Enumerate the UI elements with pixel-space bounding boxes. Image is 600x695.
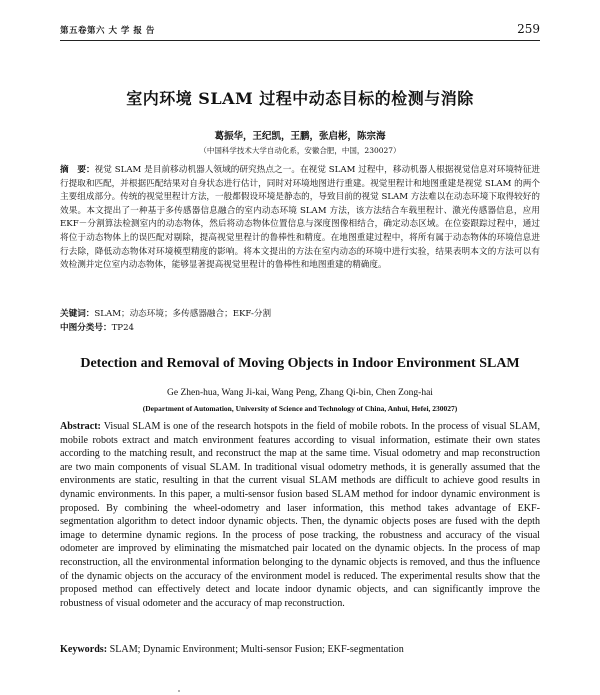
english-keywords-text: SLAM; Dynamic Environment; Multi-sensor Fusion; EKF-segmentation bbox=[109, 644, 404, 655]
journal-name: 第五卷第六 大 学 报 告 bbox=[60, 26, 155, 36]
english-affiliation: (Department of Automation, University of Science and Technology of China, Anhui, Hefei, 230027) bbox=[142, 404, 458, 413]
chinese-affiliation: （中国科学技术大学自动化系，安徽合肥，中国，230027） bbox=[199, 146, 401, 155]
scan-speck bbox=[178, 690, 180, 692]
english-abstract-label: Abstract: bbox=[60, 421, 101, 432]
english-title: Detection and Removal of Moving Objects in Indoor Environment SLAM bbox=[80, 356, 520, 371]
chinese-title: 室内环境 SLAM 过程中动态目标的检测与消除 bbox=[126, 89, 474, 108]
page-number: 259 bbox=[517, 22, 540, 36]
chinese-clc bbox=[60, 322, 540, 335]
chinese-clc-code: TP24 bbox=[111, 323, 135, 333]
chinese-clc-label: 中图分类号： bbox=[60, 323, 112, 333]
chinese-abstract-text: 视觉 SLAM 是目前移动机器人领域的研究热点之一。在视觉 SLAM 过程中，移动机器人根据视觉信息对环境特征进行提取和匹配，并根据匹配结果对自身状态进行估计，同时对环境地图进行重建。视觉里程计和地图重建是视觉 SLAM 的两个主要组成部分。传统的视觉里程计方法，一般都假设环境是静态的，导致目前的视觉 SLAM 方法难以在动态环境下取得较好的效果。本文提出了一种基于多传感器信息融合的室内动态环境 SLAM 方法，该方法结合车载里程计、激光传感器信息，应用 EKF－分割算法检测室内的动态物体，然后将动态物体位置信息与深度图像相结合，确定动态区域。在位姿跟踪过程中，通过将位于动态物体上的误匹配对剔除，提高视觉里程计的鲁棒性和精度。在地图重建过程中，将所有属于动态物体的环境信息进行去除，降低动态物体对环境模型精度的影响。将本文提出的方法在室内动态的环境中进行实验，结果表明本文的方法可以有效检测并定位室内动态物体，能够显著提高视觉里程计的鲁棒性和地图重建的精确度。 bbox=[60, 165, 540, 271]
english-keywords-label: Keywords: bbox=[60, 644, 108, 655]
english-abstract bbox=[60, 420, 540, 610]
chinese-keywords bbox=[60, 308, 540, 321]
english-keywords bbox=[60, 643, 540, 656]
running-head bbox=[60, 24, 540, 38]
chinese-authors: 葛振华，王纪凯，王鹏，张启彬，陈宗海 bbox=[214, 131, 386, 142]
chinese-keywords-text: SLAM；动态环境；多传感器融合；EKF-分割 bbox=[94, 309, 272, 319]
english-authors: Ge Zhen-hua, Wang Ji-kai, Wang Peng, Zhang Qi-bin, Chen Zong-hai bbox=[167, 388, 433, 398]
chinese-abstract bbox=[60, 164, 540, 273]
english-abstract-text: Visual SLAM is one of the research hotspots in the field of mobile robots. In the process of visual SLAM, mobile robots extract and match environment features according to visual information, estimate their own states according to the matching result, and reconstruct the map at the same time. Visual odometry and map reconstruction are two main components of visual SLAM. In traditional visual odometry methods, it is generally assumed that the environments are static, resulting in that the current visual SLAM methods are difficult to achieve good results in dynamic environments. In this paper, a multi-sensor fusion based SLAM method for indoor dynamic environment is proposed. By combining the wheel-odometry and laser information, this method takes advantage of EKF-segmentation algorithm to detect indoor dynamic objects. Then, the dynamic objects poses are fused with the depth image to determine dynamic regions. In the process of pose tracking, the robustness and accuracy of the visual odometer are improved by eliminating the mismatched pair located on the dynamic objects. In the process of map reconstruction, all the environmental information belonging to the dynamic objects is removed, and thus the influence of the dynamic objects on the accuracy of the environment model is reduced. The experimental results show that the proposed method can effectively detect and locate indoor dynamic objects, and can significantly improve the robustness of visual odometer and the accuracy of map reconstruction. bbox=[60, 421, 540, 609]
chinese-keywords-label: 关键词： bbox=[60, 309, 95, 319]
chinese-abstract-label: 摘 要： bbox=[60, 165, 95, 175]
header-rule bbox=[60, 40, 540, 41]
